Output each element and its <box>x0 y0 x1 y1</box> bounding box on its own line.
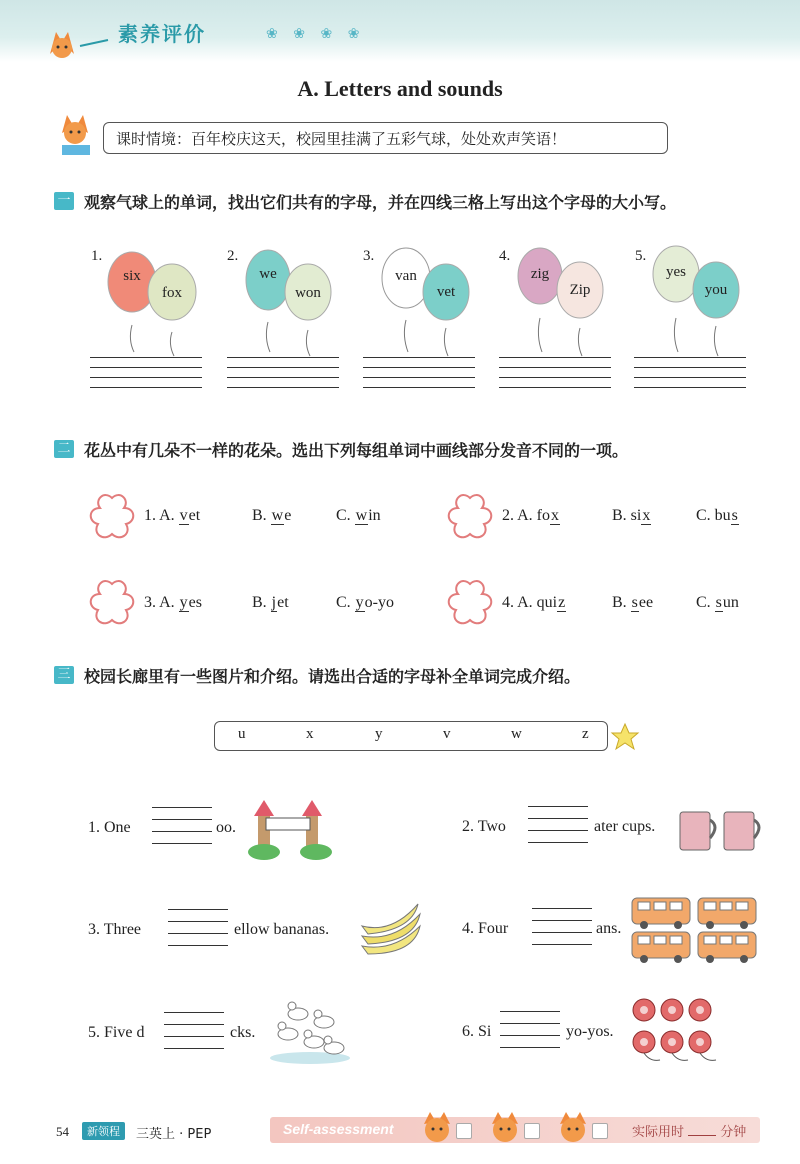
brand-badge: 新领程 <box>82 1122 125 1140</box>
p3-item-5-post: cks. <box>230 1024 256 1041</box>
answer-blank-4[interactable] <box>532 908 592 956</box>
balloon-num-1: 1. <box>91 248 103 264</box>
p3-item-2-pre: 2. Two <box>462 818 506 835</box>
letter-option[interactable]: u <box>238 726 246 742</box>
self-check-box-3[interactable] <box>592 1123 608 1139</box>
fox-mascot-icon <box>40 24 110 60</box>
self-check-box-1[interactable] <box>456 1123 472 1139</box>
q2-item-3-c: C. yo-yo <box>336 594 394 611</box>
yoyos-illustration <box>630 996 720 1066</box>
part3-badge: 三 <box>54 666 74 684</box>
balloon-word: zig <box>530 266 550 282</box>
answer-blank-6[interactable] <box>500 1011 560 1059</box>
p3-item-6-post: yo-yos. <box>566 1023 614 1040</box>
p3-item-1-post: oo. <box>216 819 236 836</box>
part1-badge: 一 <box>54 192 74 210</box>
p3-item-5-pre: 5. Five d <box>88 1024 145 1041</box>
q2-item-4-b: B. see <box>612 594 654 611</box>
flower-icon[interactable] <box>444 578 496 630</box>
time-label: 实际用时 <box>632 1125 685 1140</box>
time-blank[interactable] <box>688 1135 716 1136</box>
balloon-word: won <box>295 285 321 301</box>
letter-option[interactable]: y <box>375 726 383 742</box>
q2-item-2-b: B. six <box>612 507 651 524</box>
balloon-word: fox <box>162 285 182 301</box>
q2-item-3: 3. A. yes <box>144 594 202 611</box>
p3-item-3-post: ellow bananas. <box>234 921 330 938</box>
q2-item-1: 1. A. vet <box>144 507 201 524</box>
fox-reading-icon <box>52 113 102 159</box>
q2-item-3-b: B. jet <box>252 594 289 611</box>
self-check-box-2[interactable] <box>524 1123 540 1139</box>
p3-item-4-post: ans. <box>596 920 622 937</box>
flower-icon[interactable] <box>86 492 138 544</box>
letter-bank <box>214 721 608 751</box>
time-unit: 分钟 <box>720 1125 747 1140</box>
balloon-word: yes <box>666 264 686 280</box>
part3-instruction: 校园长廊里有一些图片和介绍。请选出合适的字母补全单词完成介绍。 <box>84 667 581 686</box>
balloon-pair-4 <box>518 248 603 356</box>
balloon-word: six <box>123 268 141 284</box>
balloon-num-5: 5. <box>635 248 647 264</box>
header-title: 素养评价 <box>118 22 206 46</box>
writing-lines-5[interactable] <box>634 357 746 397</box>
self-assessment-label: Self-assessment <box>283 1121 394 1137</box>
writing-lines-1[interactable] <box>90 357 202 397</box>
balloon-word: vet <box>436 284 456 300</box>
p3-item-3-pre: 3. Three <box>88 921 142 938</box>
vans-illustration <box>630 894 766 966</box>
p3-item-2-post: ater cups. <box>594 818 656 835</box>
time-spent <box>632 1121 746 1140</box>
part2-badge: 二 <box>54 440 74 458</box>
answer-blank-2[interactable] <box>528 806 588 854</box>
p3-item-1-pre: 1. One <box>88 819 131 836</box>
q2-item-4-c: C. sun <box>696 594 739 611</box>
q2-item-4: 4. A. quiz <box>502 594 566 611</box>
answer-blank-3[interactable] <box>168 909 228 957</box>
q2-item-2: 2. A. fox <box>502 507 559 524</box>
zoo-gate-illustration <box>244 796 336 862</box>
q2-item-2-c: C. bus <box>696 507 738 524</box>
letter-option[interactable]: z <box>582 726 589 742</box>
p3-item-6-pre: 6. Si <box>462 1023 492 1040</box>
bananas-illustration <box>358 900 426 958</box>
fox-face-icon <box>556 1110 590 1144</box>
balloon-word: you <box>704 282 728 298</box>
balloon-num-3: 3. <box>363 248 375 264</box>
p3-item-4-pre: 4. Four <box>462 920 509 937</box>
letter-option[interactable]: v <box>443 726 451 742</box>
fox-face-icon <box>488 1110 522 1144</box>
balloon-num-4: 4. <box>499 248 511 264</box>
part2-instruction: 花丛中有几朵不一样的花朵。选出下列每组单词中画线部分发音不同的一项。 <box>84 441 629 460</box>
flower-icon[interactable] <box>86 578 138 630</box>
letter-option[interactable]: w <box>511 726 522 742</box>
balloon-pair-3 <box>382 248 469 356</box>
balloon-pair-5 <box>653 246 739 356</box>
star-icon <box>610 722 640 752</box>
page-number: 54 <box>56 1124 69 1139</box>
section-title: A. Letters and sounds <box>297 76 503 101</box>
answer-blank-5[interactable] <box>164 1012 224 1060</box>
balloon-word: we <box>259 266 277 282</box>
ducks-illustration <box>268 996 352 1066</box>
letter-option[interactable]: x <box>306 726 314 742</box>
book-label: 三英上 · PEP <box>136 1127 212 1142</box>
cups-illustration <box>676 806 768 854</box>
writing-lines-2[interactable] <box>227 357 339 397</box>
fox-face-icon <box>420 1110 454 1144</box>
q2-item-1-c: C. win <box>336 507 381 524</box>
answer-blank-1[interactable] <box>152 807 212 855</box>
header-paw-decoration: ❀ ❀ ❀ ❀ <box>266 27 366 42</box>
writing-lines-4[interactable] <box>499 357 611 397</box>
q2-item-1-b: B. we <box>252 507 292 524</box>
balloon-num-2: 2. <box>227 248 239 264</box>
part1-instruction: 观察气球上的单词，找出它们共有的字母，并在四线三格上写出这个字母的大小写。 <box>84 193 677 212</box>
balloon-word: van <box>395 268 417 284</box>
writing-lines-3[interactable] <box>363 357 475 397</box>
flower-icon[interactable] <box>444 492 496 544</box>
balloon-word: Zip <box>569 282 591 298</box>
scene-description: 课时情境：百年校庆这天，校园里挂满了五彩气球，处处欢声笑语！ <box>103 122 668 154</box>
